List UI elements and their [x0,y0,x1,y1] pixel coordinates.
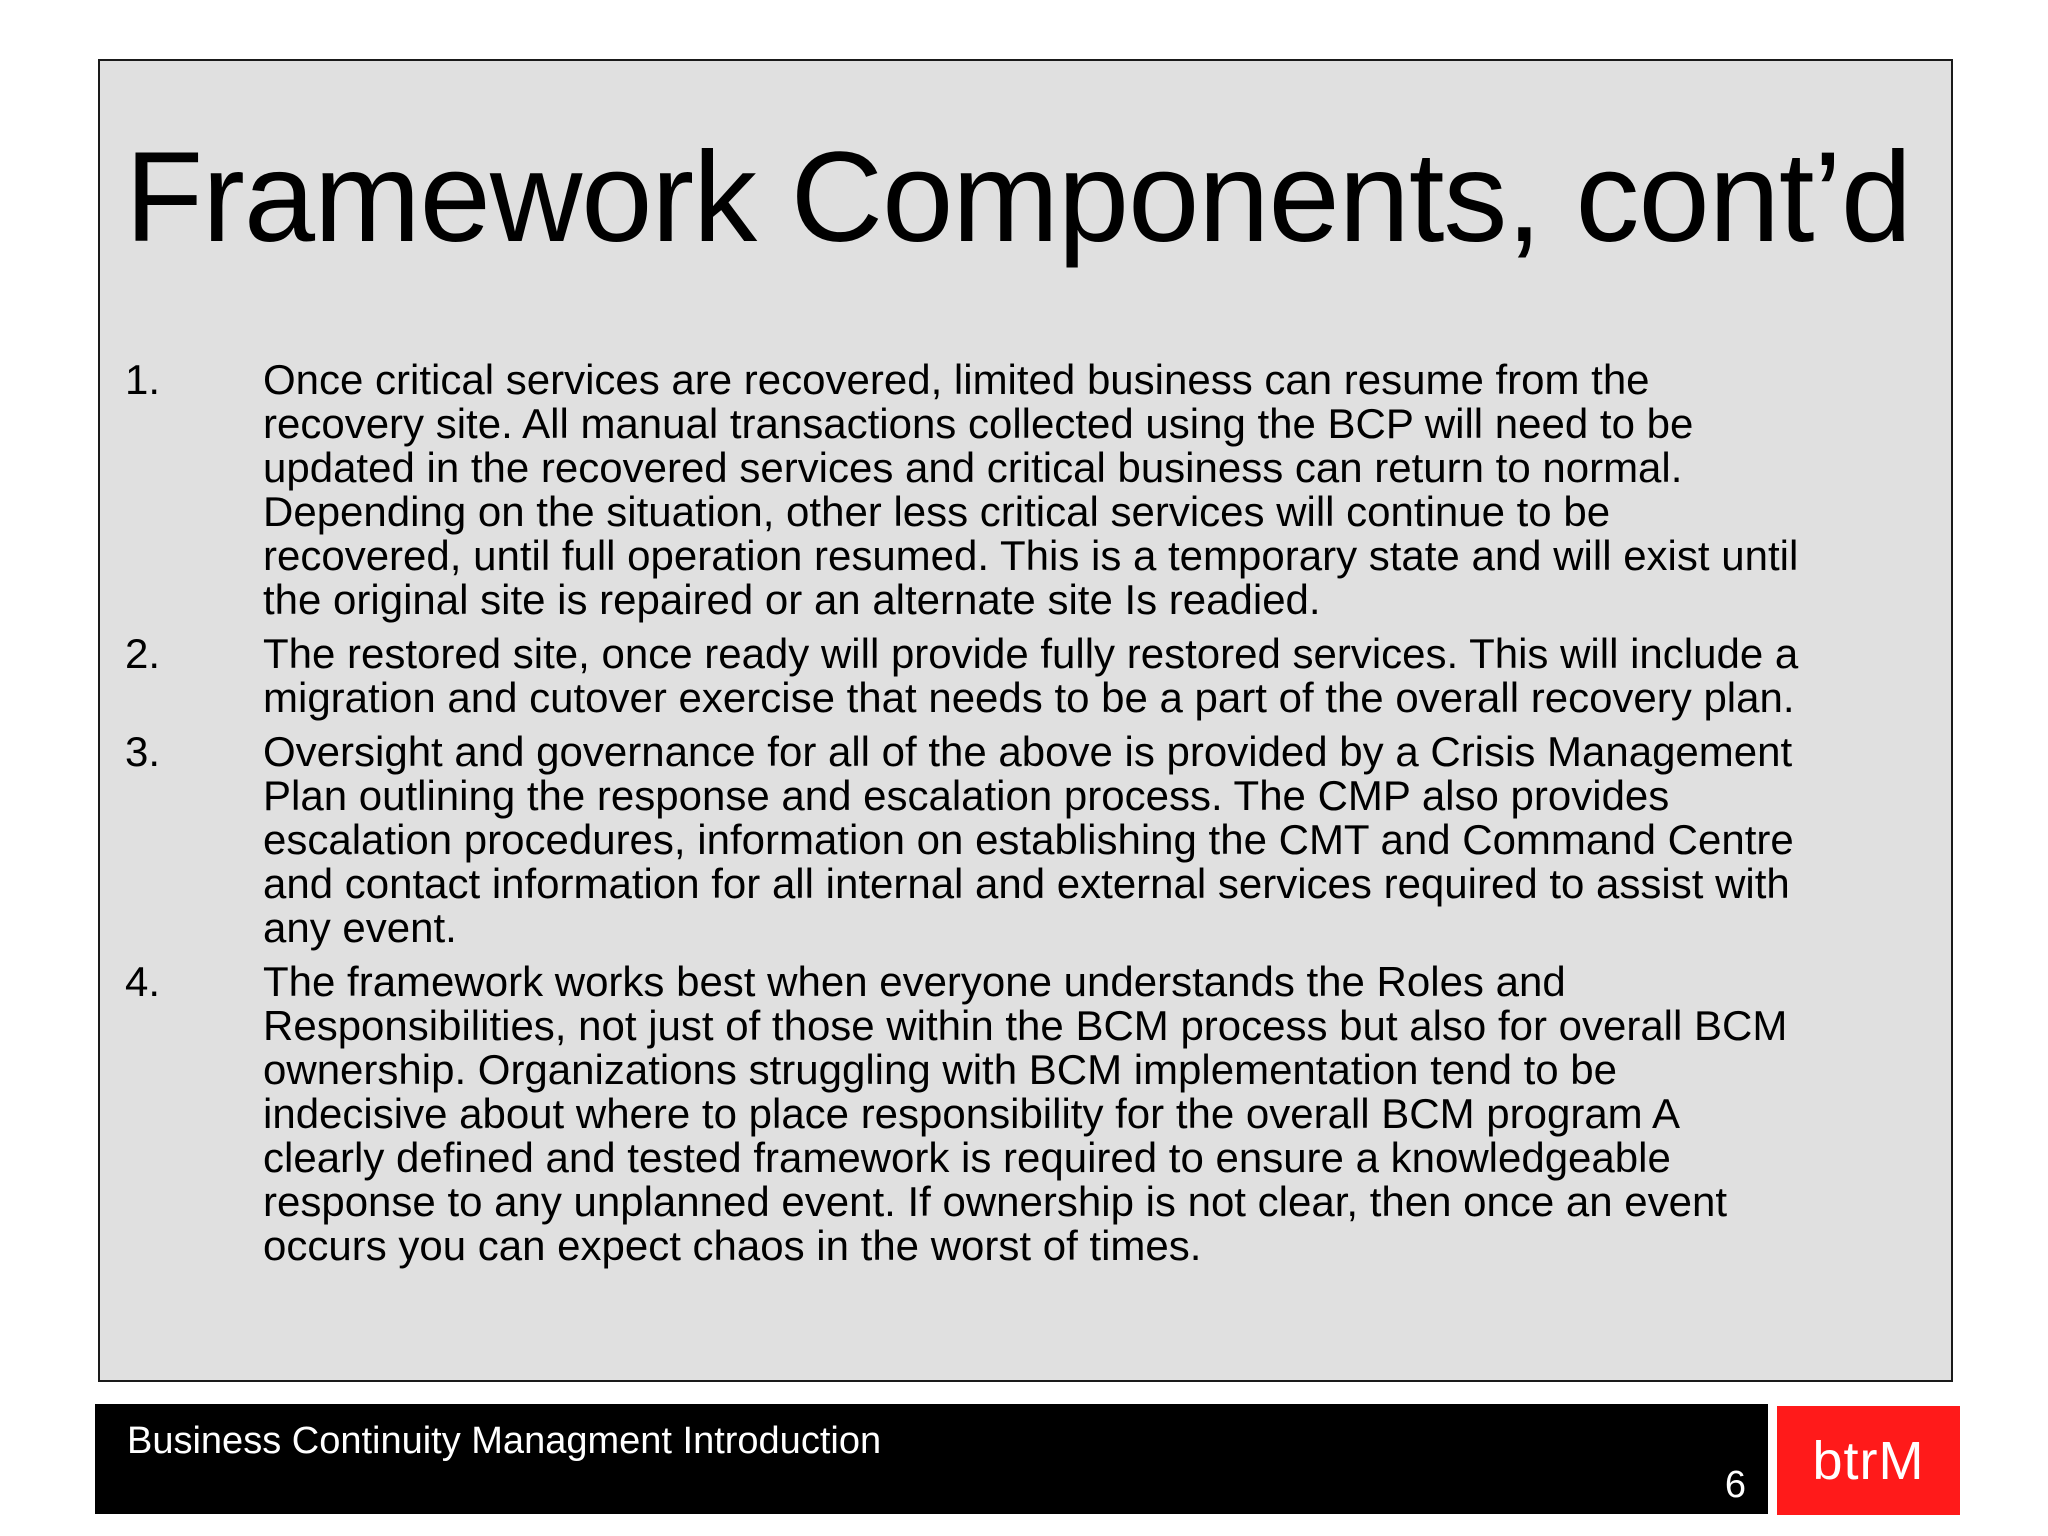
list-item [125,730,1945,950]
list-item-text: The framework works best when everyone understands the Roles and Responsibilities, not just of those within the BCM process but also for overall BCM ownership. Organizations struggling with BCM implementation tend to be indecisive about where to place responsibility for the overall BCM program A clearly defined and tested framework is required to ensure a knowledgeable response to any unplanned event. If ownership is not clear, then once an event occurs you can expect chaos in the worst of times. [263,958,1788,1269]
list-item-number: 1. [125,356,161,403]
slide-title: Framework Components, cont’d [125,126,1912,269]
list-item [125,960,1945,1268]
numbered-list [125,358,1945,1278]
list-item-text: Once critical services are recovered, limited business can resume from the recovery site. All manual transactions collected using the BCP will need to be updated in the recovered services and critical business can return to normal. Depending on the situation, other less critical services will continue to be recovered, until full operation resumed. This is a temporary state and will exist until the original site is repaired or an alternate site Is readied. [263,356,1799,623]
page-number: 6 [1724,1464,1746,1506]
list-item-text: Oversight and governance for all of the above is provided by a Crisis Management Plan outlining the response and escalation process. The CMP also provides escalation procedures, information on establishing the CMT and Command Centre and contact information for all internal and external services required to assist with any event. [263,728,1794,951]
brand-logo [1777,1406,1960,1515]
list-item-text: The restored site, once ready will provide fully restored services. This will include a migration and cutover exercise that needs to be a part of the overall recovery plan. [263,630,1799,721]
list-item [125,358,1945,622]
list-item-number: 3. [125,728,161,775]
brand-logo-text: btrM [1812,1430,1925,1491]
list-item-number: 2. [125,630,161,677]
list-item-number: 4. [125,958,161,1005]
footer-bar [95,1404,1768,1514]
list-item [125,632,1945,720]
footer-title: Business Continuity Managment Introduction [127,1420,882,1462]
